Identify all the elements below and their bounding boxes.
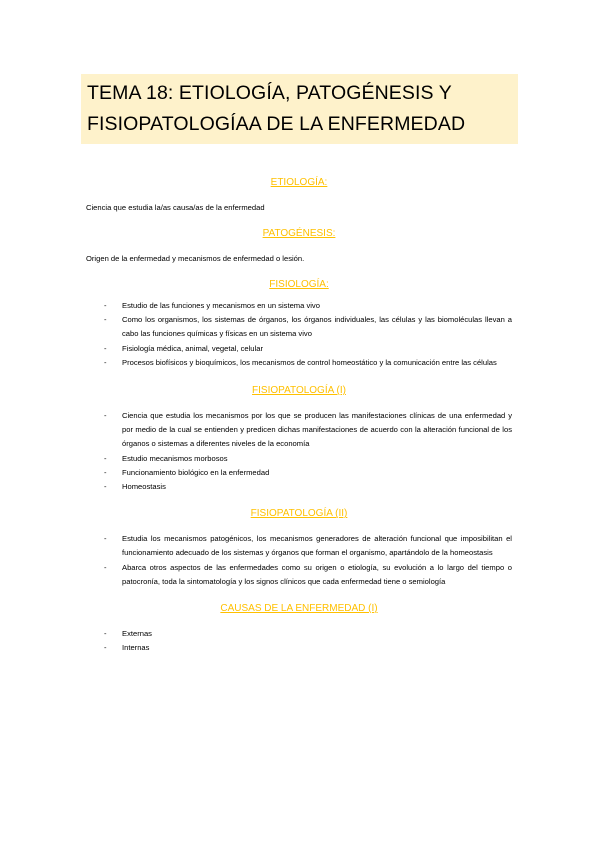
etiologia-definition: Ciencia que estudia la/as causa/as de la enfermedad [86,203,265,212]
list-item: - Homeostasis [86,480,512,494]
list-item: - Estudio de las funciones y mecanismos en un sistema vivo [86,299,512,313]
document-body [86,176,512,655]
heading-etiologia: ETIOLOGÍA: [270,177,328,188]
list-item: - Ciencia que estudia los mecanismos por los que se producen las manifestaciones clínicas de una enfermedad y por medio de la cual se entienden y predicen dichas manifestaciones de acuerdo con la alteración funcional de los órganos o sistemas a diferentes niveles de la economía [86,409,512,452]
heading-fisiopatologia-1: FISIOPATOLOGÍA (I) [252,385,346,397]
list-item: - Estudia los mecanismos patogénicos, los mecanismos generadores de alteración funcional que imposibilitan el funcionamiento adecuado de los sistemas y órganos que forman el organismo, apartándolo de la homeostasis [86,532,512,560]
title-line-2: FISIOPATOLOGÍAA DE LA ENFERMEDAD [87,113,466,135]
list-item: - Abarca otros aspectos de las enfermedades como su origen o etiología, su evolución a lo largo del tiempo o patocronía, toda la sintomatología y los signos clínicos que cada enfermedad tiene o semiología [86,561,512,589]
list-item: - Internas [86,641,512,655]
fisiologia-list [86,299,512,370]
fisiopatologia-1-list [86,409,512,494]
list-item: - Externas [86,627,512,641]
heading-fisiopatologia-2: FISIOPATOLOGÍA (II) [250,508,348,520]
causas-list [86,627,512,655]
heading-fisiologia: FISIOLOGÍA: [269,279,329,290]
title-line-1: TEMA 18: ETIOLOGÍA, PATOGÉNESIS Y [87,82,452,104]
title-box [81,74,518,144]
list-item: - Fisiología médica, animal, vegetal, celular [86,342,512,356]
fisiopatologia-2-list [86,532,512,589]
heading-causas: CAUSAS DE LA ENFERMEDAD (I) [220,603,378,615]
list-item: - Funcionamiento biológico en la enfermedad [86,466,512,480]
list-item: - Como los organismos, los sistemas de órganos, los órganos individuales, las células y las biomoléculas llevan a cabo las funciones químicas y físicas en un sistema vivo [86,313,512,341]
heading-patogenesis: PATOGÉNESIS: [262,228,336,239]
list-item: - Estudio mecanismos morbosos [86,452,512,466]
patogenesis-definition: Origen de la enfermedad y mecanismos de enfermedad o lesión. [86,254,305,263]
list-item: - Procesos biofísicos y bioquímicos, los mecanismos de control homeostático y la comunicación entre las células [86,356,512,370]
